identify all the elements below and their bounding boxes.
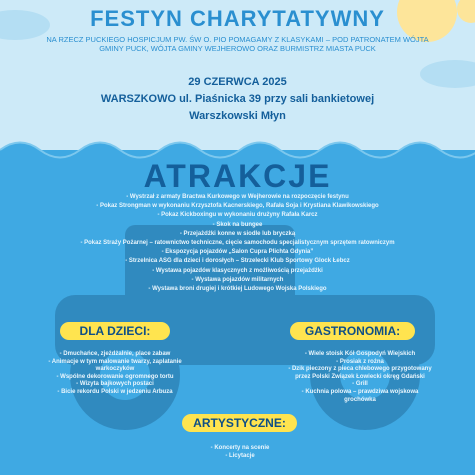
- event-subtitle: NA RZECZ PUCKIEGO HOSPICJUM PW. ŚW O. PIO POMAGAMY Z KLASYKAMI – POD PATRONATEM WÓJTA GMINY PUCK, WÓJTA GMINY WEJHEROWO ORAZ BURMISTRZ MIASTA PUCK: [46, 35, 429, 53]
- event-date: 29 CZERWCA 2025: [188, 76, 287, 88]
- attractions-heading: ATRAKCJE: [143, 158, 332, 194]
- artistic-heading: ARTYSTYCZNE:: [182, 414, 297, 432]
- list-item: - Wystawa broni drugiej i krótkiej Ludowego Wojska Polskiego: [148, 286, 327, 293]
- list-item: - Dmuchańce, zjeżdżalnie, place zabaw: [59, 351, 171, 357]
- list-item: - Przejażdżki konne w siodle lub bryczką: [179, 230, 296, 237]
- list-item: - Animacje w tym malowanie twarzy, zaplatanie warkoczyków: [48, 358, 182, 373]
- list-item: - Pokaz Straży Pożarnej – ratownictwo techniczne, cięcie samochodu specjalistycznym sprzętem ratowniczym: [80, 240, 395, 247]
- list-item: - Dzik pieczony z pieca chlebowego przygotowany przez Polski Związek Łowiecki okręg Gdański: [288, 366, 432, 380]
- list-item: - Wizyta bajkowych postaci: [76, 381, 154, 388]
- list-item: - Wystawa pojazdów klasycznych z możliwością przejażdżki: [152, 267, 323, 274]
- list-item: - Ekspozycja pojazdów „Salon Cupra Plichta Gdynia”: [161, 249, 314, 256]
- list-item: - Wiele stoisk Kół Gospodyń Wiejskich: [304, 351, 416, 357]
- list-item: - Wystrzał z armaty Bractwa Kurkowego w Wejherowie na rozpoczęcie festynu: [126, 194, 349, 200]
- kids-heading: DLA DZIECI:: [60, 322, 170, 340]
- list-item: - Pokaz Strongman w wykonaniu Krzysztofa Kacnerskiego, Rafała Soja i Krystiana Klawikowskiego: [96, 203, 379, 210]
- list-item: - Prosiak z rożna: [336, 358, 384, 365]
- list-item: - Skok na bungee: [212, 221, 263, 228]
- list-item: - Strzelnica ASG dla dzieci i dorosłych – Strzelecki Klub Sportowy Glock Łebcz: [125, 258, 350, 265]
- list-item: - Koncerty na scenie: [210, 445, 270, 451]
- gastronomy-list: [285, 351, 435, 404]
- event-venue: Warszkowski Młyn: [189, 110, 286, 122]
- artistic-list: [185, 445, 295, 460]
- list-item: - Kuchnia polowa – prawdziwa wojskowa grochówka: [301, 388, 419, 403]
- list-item: - Grill: [352, 381, 368, 388]
- attractions-list: [40, 193, 435, 294]
- list-item: - Wspólne dekorowanie ogromnego tortu: [56, 373, 174, 380]
- list-item: - Pokaz Kickboxingu w wykonaniu drużyny Rafała Karcz: [157, 212, 318, 219]
- event-address: WARSZKOWO ul. Piaśnicka 39 przy sali bankietowej: [100, 93, 375, 105]
- list-item: - Licytacje: [225, 452, 255, 459]
- list-item: - Bicie rekordu Polski w jedzeniu Arbuza: [57, 388, 173, 395]
- event-title: FESTYN CHARYTATYWNY: [90, 6, 385, 31]
- gastronomy-heading: GASTRONOMIA:: [290, 322, 415, 340]
- kids-list: [35, 351, 195, 397]
- list-item: - Wystawa pojazdów militarnych: [191, 276, 284, 283]
